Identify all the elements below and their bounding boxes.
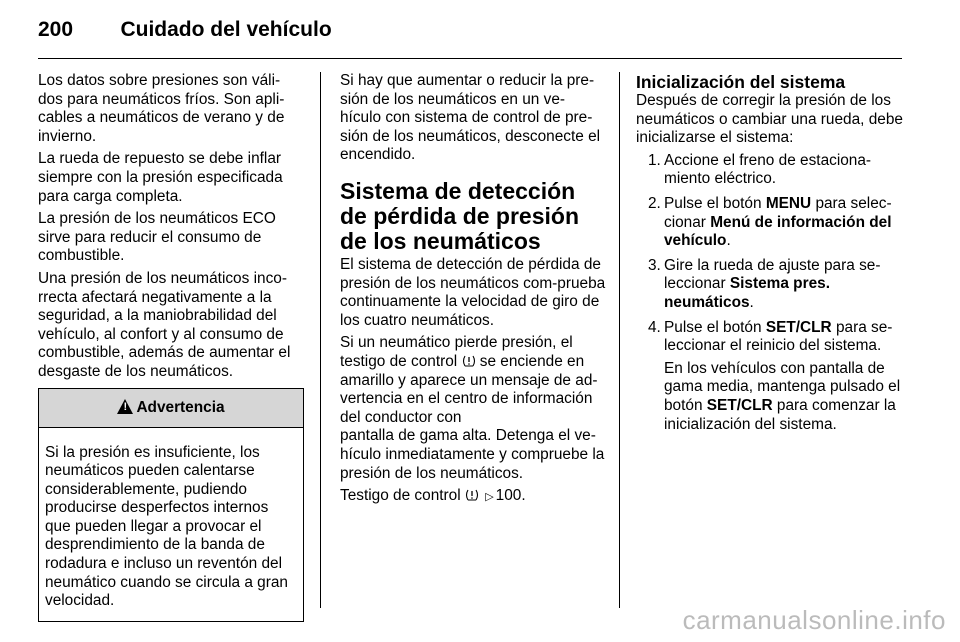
paragraph: Una presión de los neumáticos inco-rrecta afectará negativamente a la seguridad, a la maniobrabilidad del vehículo, al confort y al consumo de combustible, además de aumentar el desgaste de los neumáticos. [38,269,291,380]
column-2 [340,72,606,511]
paragraph: La rueda de repuesto se debe inflar siempre con la presión especificada para carga completa. [38,150,283,205]
step-note: En los vehículos con pantalla de gama media, mantenga pulsado el botón SET/CLR para comenzar la inicialización del sistema. [664,359,901,433]
page-number: 200 [38,18,74,41]
warning-box [38,388,304,622]
header-rule [38,58,902,59]
paragraph: Si un neumático pierde presión, el testigo de control se enciende en amarillo y aparece un mensaje de ad-vertencia en el centro de información del conductor con pantalla de gama alta. Detenga el ve-hículo inmediatamente y compruebe la presión de los neumáticos. [340,334,605,482]
paragraph: Después de corregir la presión de los neumáticos o cambiar una rueda, debe inicializarse el sistema: [636,92,903,147]
tire-pressure-warning-icon [462,354,476,368]
column-divider-1 [320,72,321,608]
column-1 [38,72,304,622]
page-reference-arrow-icon: ▷ [485,491,494,504]
column-divider-2 [619,72,620,608]
paragraph: Los datos sobre presiones son váli-dos para neumáticos fríos. Son apli-cables a neumáticos de verano y de invierno. [38,72,285,145]
list-item: 1. Accione el freno de estaciona-miento eléctrico. [648,151,872,188]
column-3 [636,72,904,440]
tire-pressure-warning-icon [465,488,479,502]
subsection-title: Inicialización del sistema [636,72,846,92]
list-item: 2. Pulse el botón MENU para selec-cionar Menú de información del vehículo. [648,194,892,250]
watermark: carmanualsonline.info [682,605,946,635]
paragraph: Si hay que aumentar o reducir la pre-sión de los neumáticos en un ve-hículo con sistema de control de pre-sión de los neumáticos, desconecte el encendido. [340,72,601,164]
warning-triangle-icon [117,399,133,414]
warning-title: Advertencia [136,398,225,416]
paragraph: La presión de los neumáticos ECO sirve para reducir el consumo de combustible. [38,210,276,265]
warning-header [39,389,303,428]
page-header [38,18,332,48]
list-item: 3. Gire la rueda de ajuste para se-leccionar Sistema pres. neumáticos. [648,256,881,311]
cross-reference: Testigo de control ▷ 100. [340,487,606,507]
steps-list [636,152,904,434]
list-item: 4. Pulse el botón SET/CLR para se-leccionar el reinicio del sistema. En los vehículos con pantalla de gama media, mantenga pulsado el botón SET/CLR para comenzar la inicialización del sistema. [636,319,904,435]
section-title: Sistema de detección de pérdida de presión de los neumáticos [340,177,579,254]
warning-body: Si la presión es insuficiente, los neumáticos pueden calentarse considerablemente, pudiendo producirse desperfectos internos que pueden llegar a provocar el desprendimiento de la banda de rodadura e incluso un reventón del neumático cuando se circula a gran velocidad. [45,443,288,610]
paragraph: El sistema de detección de pérdida de presión de los neumáticos com-prueba continuamente la velocidad de giro de los cuatro neumáticos. [340,255,606,329]
page-title: Cuidado del vehículo [120,18,332,41]
